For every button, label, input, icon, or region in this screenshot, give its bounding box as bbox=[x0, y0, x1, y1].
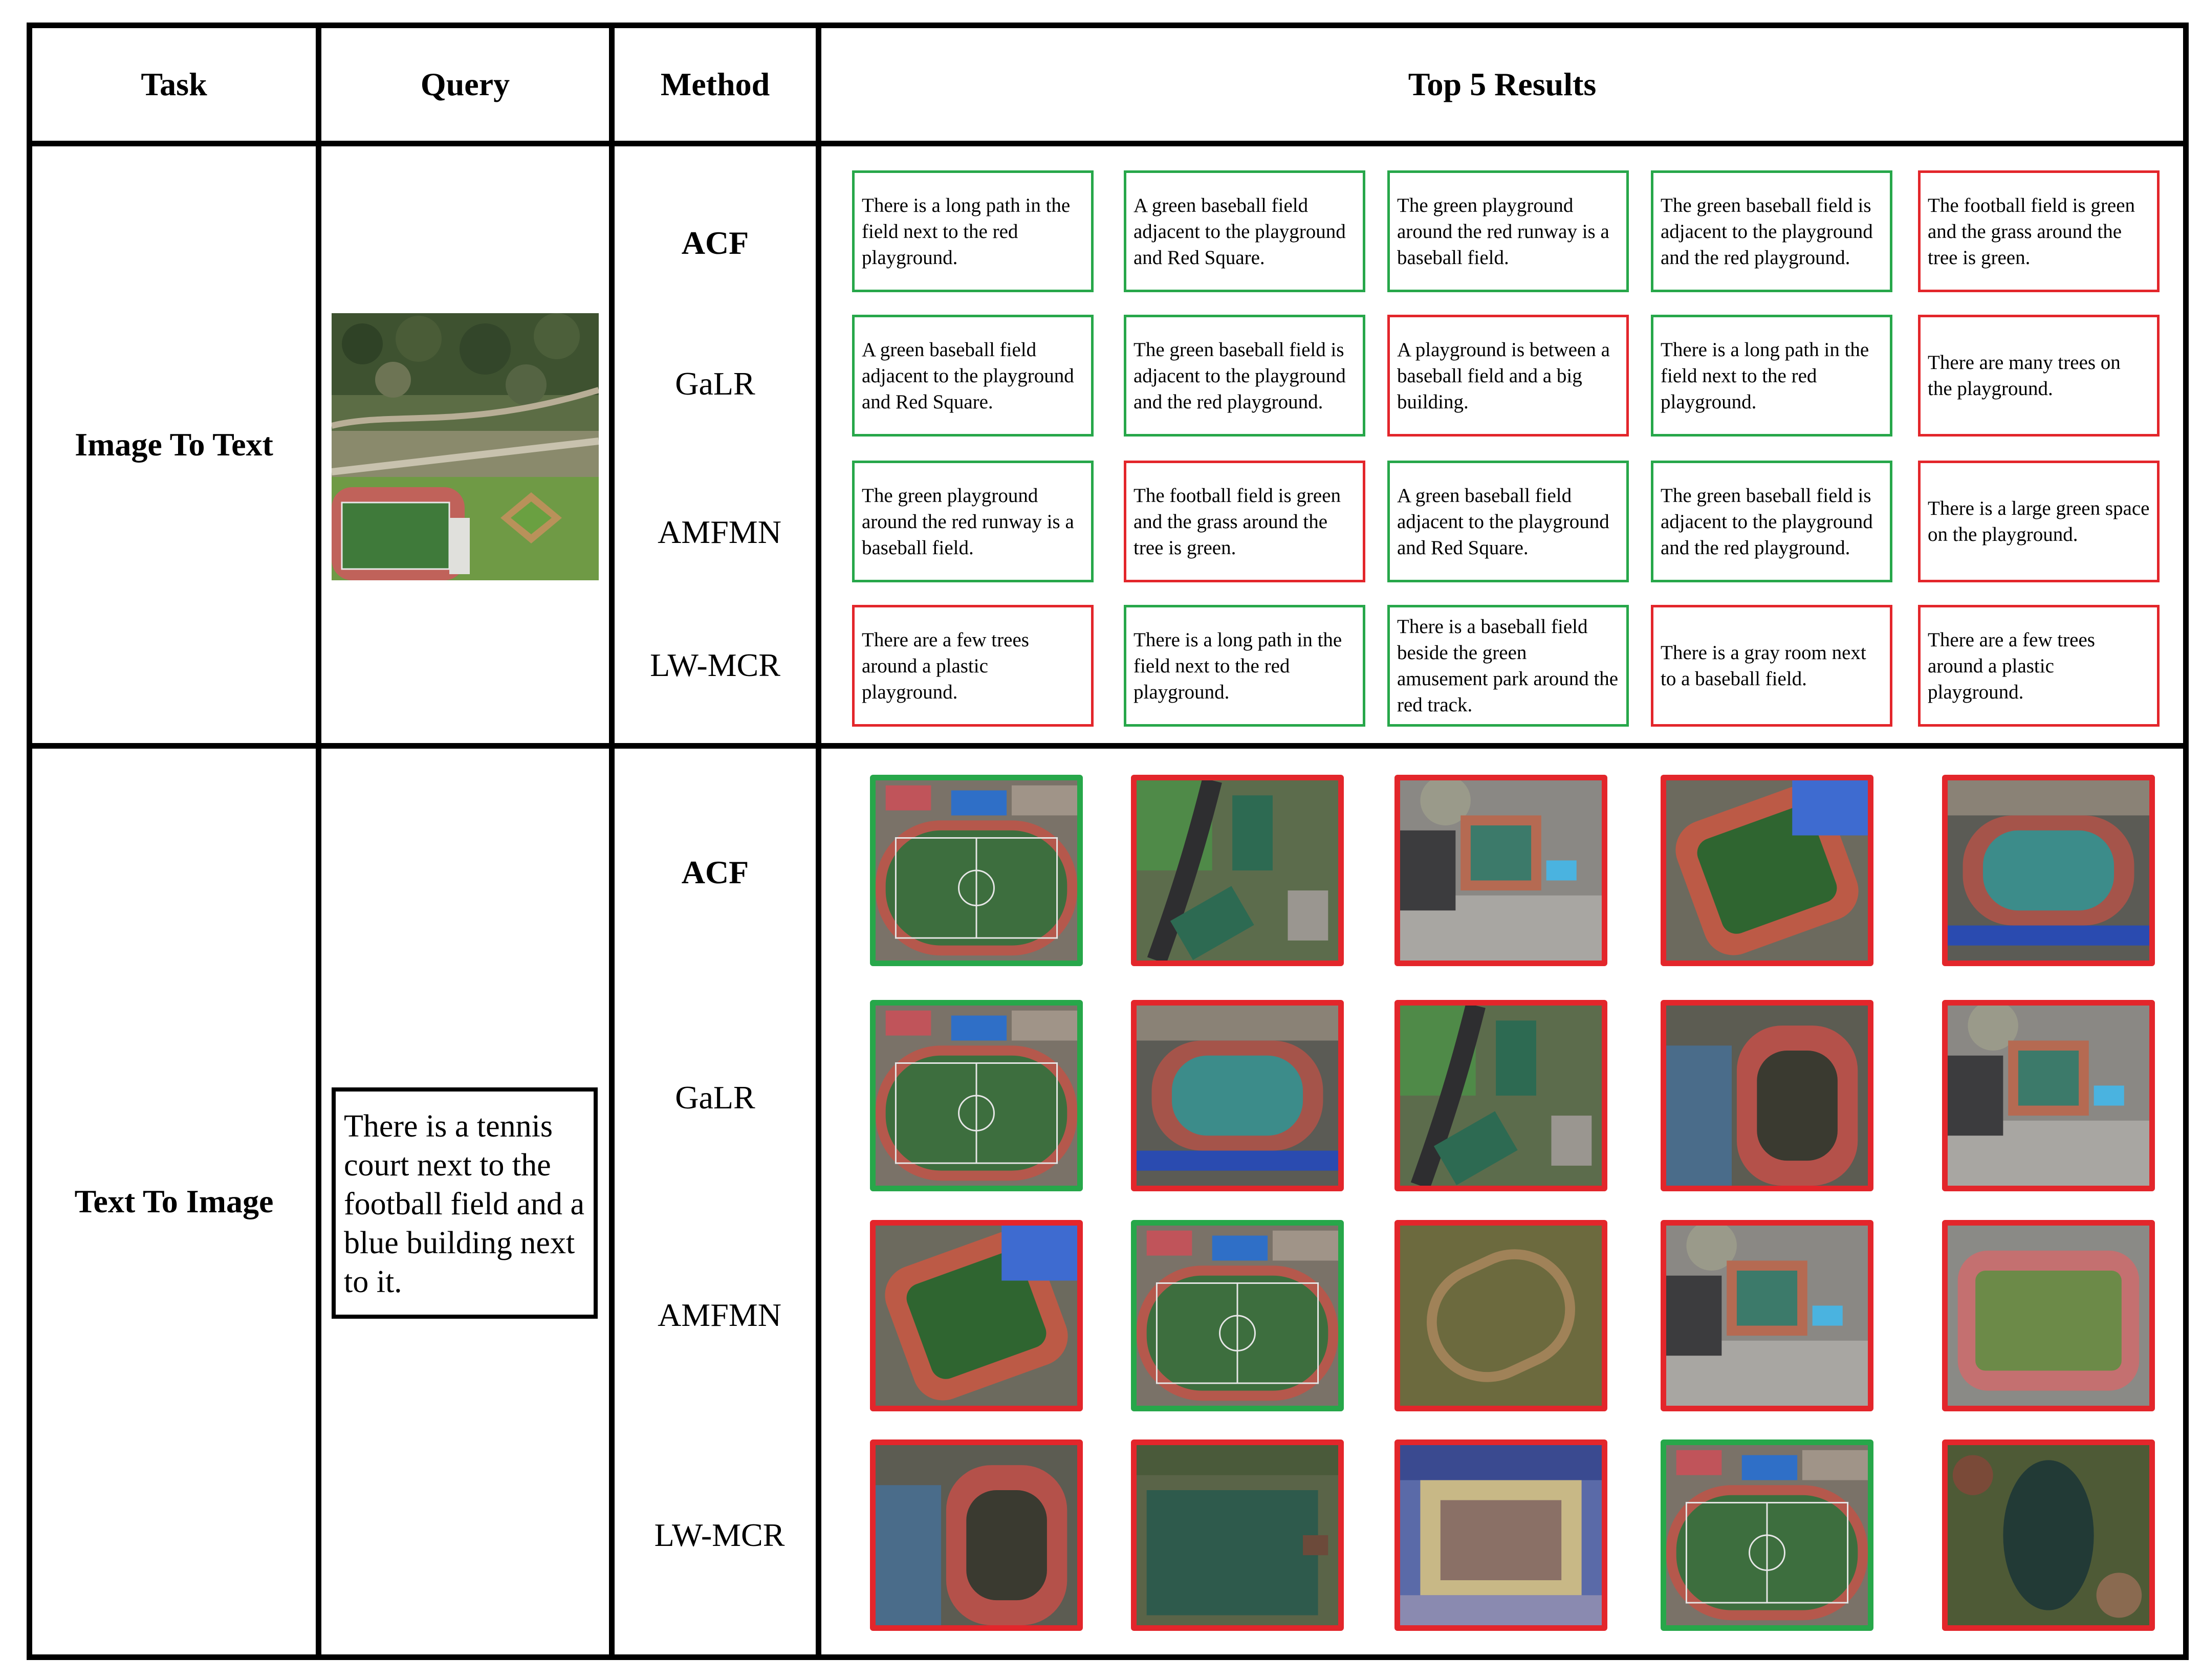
image-result-tile bbox=[1131, 1439, 1344, 1631]
text-result-caption: There is a baseball field beside the green amusement park around the red track. bbox=[1397, 616, 1619, 716]
method-label-galr: GaLR bbox=[675, 365, 755, 402]
text-result-box bbox=[1124, 461, 1365, 582]
row-divider bbox=[27, 141, 2189, 146]
method-label-acf: ACF bbox=[681, 225, 749, 261]
text-result-caption: The green baseball field is adjacent to the playground and the red playground. bbox=[1661, 484, 1873, 559]
row-divider bbox=[27, 743, 2189, 749]
text-result-box bbox=[852, 170, 1094, 292]
query-text: There is a tennis court next to the football field and a blue building next to it. bbox=[344, 1109, 584, 1299]
text-result-box bbox=[1651, 170, 1892, 292]
image-result-tile bbox=[1131, 775, 1344, 966]
task-text-to-image: Text To Image bbox=[74, 1183, 274, 1219]
image-result-tile bbox=[1942, 1220, 2155, 1411]
text-result-caption: There are a few trees around a plastic playground. bbox=[1928, 628, 2095, 703]
column-divider bbox=[609, 23, 615, 1660]
text-result-box bbox=[1124, 605, 1365, 727]
image-result-tile bbox=[870, 1220, 1083, 1411]
method-label-galr: GaLR bbox=[675, 1079, 755, 1116]
image-result-tile bbox=[1661, 1439, 1873, 1631]
text-result-box bbox=[1124, 315, 1365, 437]
image-result-tile bbox=[870, 1000, 1083, 1191]
text-result-box bbox=[1387, 315, 1629, 437]
text-result-caption: The football field is green and the grass around the tree is green. bbox=[1133, 484, 1341, 559]
column-divider bbox=[316, 23, 321, 1660]
text-result-caption: A playground is between a baseball field and a big building. bbox=[1397, 338, 1610, 413]
text-result-box bbox=[1651, 315, 1892, 437]
text-result-caption: There is a large green space on the playground. bbox=[1928, 497, 2150, 546]
image-result-tile bbox=[870, 1439, 1083, 1631]
text-result-box bbox=[1918, 605, 2160, 727]
method-label-amfmn: AMFMN bbox=[658, 514, 781, 550]
text-result-box bbox=[852, 605, 1094, 727]
text-result-caption: There is a long path in the field next to the red playground. bbox=[862, 194, 1071, 269]
text-result-caption: The football field is green and the grass around the tree is green. bbox=[1928, 194, 2135, 269]
text-result-caption: The green playground around the red runway is a baseball field. bbox=[862, 484, 1074, 559]
text-result-box bbox=[1918, 461, 2160, 582]
image-result-tile bbox=[1394, 775, 1607, 966]
image-result-tile bbox=[1394, 1000, 1607, 1191]
task-image-to-text: Image To Text bbox=[75, 426, 273, 463]
text-result-caption: There is a long path in the field next to the red playground. bbox=[1133, 628, 1342, 703]
text-result-box bbox=[1918, 170, 2160, 292]
image-result-tile bbox=[1942, 1000, 2155, 1191]
query-text-box bbox=[332, 1087, 598, 1319]
header-task: Task bbox=[141, 66, 207, 102]
text-result-box bbox=[1387, 461, 1629, 582]
text-result-caption: The green playground around the red runway is a baseball field. bbox=[1397, 194, 1609, 269]
text-result-box bbox=[1124, 170, 1365, 292]
header-method: Method bbox=[660, 66, 770, 102]
text-result-caption: There is a gray room next to a baseball field. bbox=[1661, 642, 1866, 690]
image-result-tile bbox=[1661, 775, 1873, 966]
method-label-lw-mcr: LW-MCR bbox=[654, 1517, 785, 1553]
image-result-tile bbox=[870, 775, 1083, 966]
text-result-caption: The green baseball field is adjacent to the playground and the red playground. bbox=[1133, 338, 1346, 413]
text-result-box bbox=[1387, 605, 1629, 727]
image-result-tile bbox=[1661, 1000, 1873, 1191]
method-label-acf: ACF bbox=[681, 854, 749, 890]
column-divider bbox=[816, 23, 821, 1660]
text-result-box bbox=[1651, 461, 1892, 582]
text-result-caption: A green baseball field adjacent to the playground and Red Square. bbox=[862, 338, 1074, 413]
header-query: Query bbox=[420, 66, 510, 102]
image-result-tile bbox=[1131, 1220, 1344, 1411]
image-result-tile bbox=[1394, 1439, 1607, 1631]
text-result-caption: A green baseball field adjacent to the playground and Red Square. bbox=[1397, 484, 1609, 559]
image-result-tile bbox=[1131, 1000, 1344, 1191]
method-label-lw-mcr: LW-MCR bbox=[650, 647, 780, 683]
text-result-caption: There are a few trees around a plastic playground. bbox=[862, 628, 1029, 703]
method-label-amfmn: AMFMN bbox=[658, 1297, 781, 1333]
image-result-tile bbox=[1661, 1220, 1873, 1411]
text-result-box bbox=[852, 315, 1094, 437]
text-result-caption: The green baseball field is adjacent to the playground and the red playground. bbox=[1661, 194, 1873, 269]
text-result-box bbox=[1651, 605, 1892, 727]
image-result-tile bbox=[1394, 1220, 1607, 1411]
header-top5-results: Top 5 Results bbox=[1408, 66, 1597, 102]
text-result-box bbox=[1387, 170, 1629, 292]
text-result-box bbox=[1918, 315, 2160, 437]
text-result-caption: A green baseball field adjacent to the playground and Red Square. bbox=[1133, 194, 1346, 269]
image-result-tile bbox=[1942, 775, 2155, 966]
text-result-box bbox=[852, 461, 1094, 582]
text-result-caption: There is a long path in the field next to the red playground. bbox=[1661, 338, 1869, 413]
image-result-tile bbox=[1942, 1439, 2155, 1631]
query-image bbox=[332, 313, 599, 580]
text-result-caption: There are many trees on the playground. bbox=[1928, 352, 2121, 400]
